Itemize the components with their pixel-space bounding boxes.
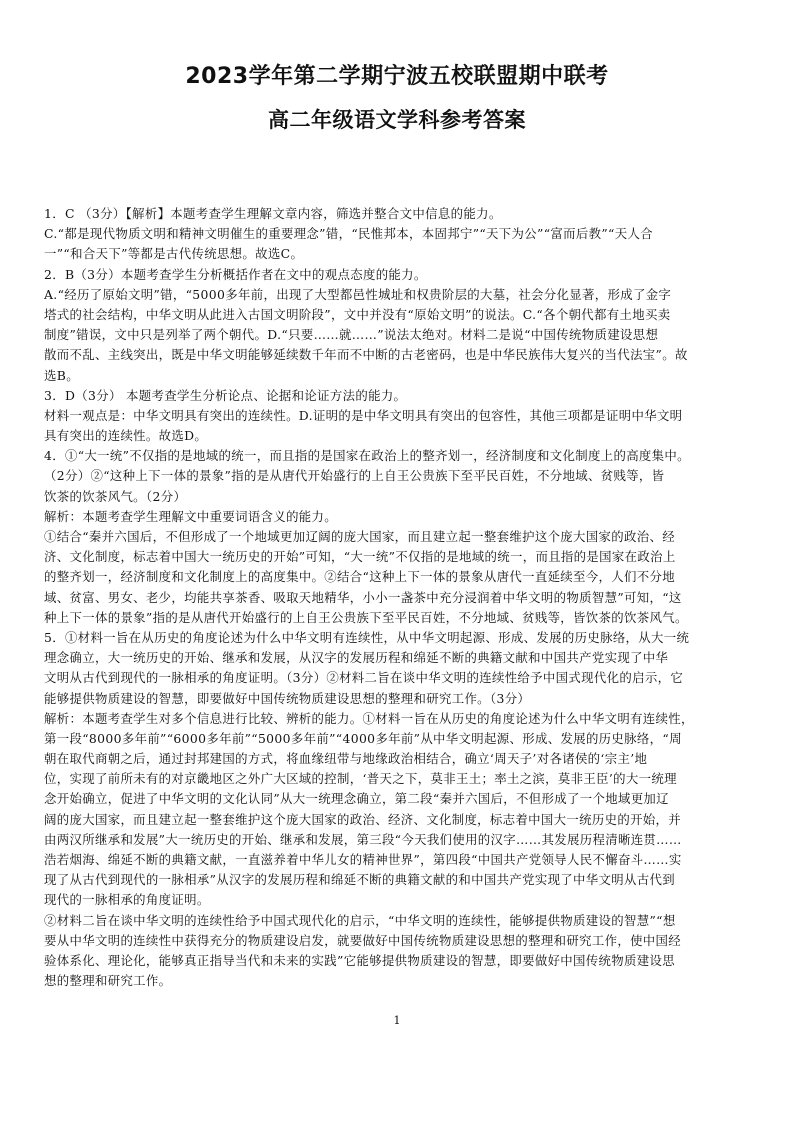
answer-text-line: C.“都是现代物质文明和精神文明催生的重要理念”错，“民惟邦本，本固邦宁”“天下为公”“富而后教”“天人合 — [44, 226, 653, 242]
answer-text-line: ②材料二旨在谈中华文明的连续性给予中国式现代化的启示，“中华文明的连续性，能够提供物质建设的智慧”“想 — [44, 912, 676, 928]
answer-text-line: 塔式的社会结构，中华文明从此进入古国文明阶段”，文中并没有“原始文明”的说法。C.“各个朝代都有土地买卖 — [44, 306, 671, 322]
answer-text-line: 位，实现了前所未有的对京畿地区之外广大区域的控制，‘普天之下，莫非王土；率土之滨，莫非王臣’的大一统理 — [44, 771, 677, 787]
answer-text-line: 阔的庞大国家，而且建立起一整套维护这个庞大国家的政治、经济、文化制度，标志着中国大一统历史的开始，并 — [44, 811, 682, 827]
answer-text-line: （2分）②“这种上下一体的景象”指的是从唐代开始盛行的上自王公贵族下至平民百姓，不分地域、贫贱等，皆 — [44, 468, 665, 484]
answer-text-line: 具有突出的连续性。故选D。 — [44, 428, 208, 444]
answer-text-line: 念开始确立，促进了中华文明的文化认同”从大一统理念确立，第二段“秦并六国后，不但形成了一个地域更加辽 — [44, 791, 669, 807]
answer-text-line: ①结合“秦并六国后，不但形成了一个地域更加辽阔的庞大国家，而且建立起一整套维护这个庞大国家的政治、经 — [44, 529, 675, 544]
answer-text-line: 3．D（3分） 本题考查学生分析论点、论据和论证方法的能力。 — [44, 387, 407, 403]
answer-text-line: 能够提供物质建设的智慧，即要做好中国传统物质建设思想的整理和研究工作。（3分） — [44, 690, 531, 706]
answer-text-line: 饮茶的饮茶风气。（2分） — [44, 488, 187, 504]
answer-text-line: 4．①“大一统”不仅指的是地域的统一，而且指的是国家在政治上的整齐划一，经济制度和文化制度上的高度集中。 — [44, 448, 690, 464]
answer-text-line: 文明从古代到现代的一脉相承的角度证明。（3分）②材料二旨在谈中华文明的连续性给予中国式现代化的启示，它 — [44, 670, 684, 686]
page-number: 1 — [393, 1014, 401, 1027]
answer-text-line: 制度”错误，文中只是列举了两个朝代。D.“只要……就……”说法太绝对。材料二是说“中国传统物质建设思想 — [44, 327, 659, 343]
answer-text-line: 验体系化、理论化，能够真正指导当代和未来的实践”它能够提供物质建设的智慧，即要做好中国传统物质建设思 — [44, 952, 675, 968]
answer-text-line: 5．①材料一旨在从历史的角度论述为什么中华文明有连续性，从中华文明起源、形成、发展的历史脉络，从大一统 — [44, 629, 690, 645]
answer-body — [44, 204, 750, 991]
answer-text-line: 要从中华文明的连续性中获得充分的物质建设启发，就要做好中国传统物质建设思想的整理和研究工作，使中国经 — [44, 932, 682, 948]
document-title: 2023学年第二学期宁波五校联盟期中联考 — [185, 64, 609, 89]
answer-text-line: 2．B（3分）本题考查学生分析概括作者在文中的观点态度的能力。 — [44, 266, 427, 282]
answer-text-line: 济、文化制度，标志着中国大一统历史的开始”可知，“大一统”不仅指的是地域的统一，而且指的是国家在政治上 — [44, 549, 676, 565]
answer-text-line: 理念确立，大一统历史的开始、继承和发展，从汉字的发展历程和绵延不断的典籍文献和中国共产党实现了中华 — [44, 650, 669, 666]
answer-text-line: 材料一观点是：中华文明具有突出的连续性。D.证明的是中华文明具有突出的包容性，其他三项都是证明中华文明 — [44, 407, 683, 423]
answer-text-line: 解析：本题考查学生对多个信息进行比较、辨析的能力。①材料一旨在从历史的角度论述为什么中华文明有连续性， — [44, 710, 694, 726]
answer-text-line: 现代的一脉相承的角度证明。 — [44, 892, 210, 908]
document-subtitle: 高二年级语文学科参考答案 — [268, 108, 526, 132]
answer-text-line: 解析：本题考查学生理解文中重要词语含义的能力。 — [44, 508, 338, 524]
answer-text-line: 散而不乱、主线突出，既是中华文明能够延续数千年而不中断的古老密码，也是中华民族伟大复兴的当代法宝”。故 — [44, 347, 688, 363]
answer-text-line: 现了从古代到现代的一脉相承”从汉字的发展历程和绵延不断的典籍文献的和中国共产党实现了中华文明从古代到 — [44, 872, 675, 888]
answer-text-line: 一”“和合天下”等都是古代传统思想。故选C。 — [44, 246, 304, 262]
answer-text-line: 浩若烟海、绵延不断的典籍文献，一直滋养着中华儿女的精神世界”，第四段“中国共产党领导人民不懈奋斗……实 — [44, 852, 682, 867]
answer-text-line: 想的整理和研究工作。 — [44, 973, 172, 989]
answer-text-line: 由两汉所继承和发展”大一统历史的开始、继承和发展，第三段“今天我们使用的汉字……其发展历程清晰连贯…… — [44, 831, 682, 847]
answer-text-line: 1．C （3分）【解析】本题考查学生理解文章内容，筛选并整合文中信息的能力。 — [44, 206, 502, 221]
answer-text-line: 朝在取代商朝之后，通过封邦建国的方式，将血缘纽带与地缘政治相结合，确立‘周天子’对各诸侯的‘宗主’地 — [44, 751, 648, 767]
answer-text-line: 种上下一体的景象”指的是从唐代开始盛行的上自王公贵族下至平民百姓，不分地域、贫贱等，皆饮茶的饮茶风气。 — [44, 609, 688, 625]
answer-text-line: A.“经历了原始文明”错，“5000多年前，出现了大型都邑性城址和权贵阶层的大墓，社会分化显著，形成了金字 — [44, 286, 672, 302]
answer-text-line: 域、贫富、男女、老少，均能共享茶香、吸取天地精华，小小一盏茶中充分浸润着中华文明的物质智慧”可知，“这 — [44, 589, 682, 605]
answer-text-line: 第一段“8000多年前”“6000多年前”“5000多年前”“4000多年前”从中华文明起源、形成、发展的历史脉络，“周 — [44, 730, 682, 746]
answer-text-line: 的整齐划一，经济制度和文化制度上的高度集中。②结合“这种上下一体的景象从唐代一直延续至今，人们不分地 — [44, 569, 675, 585]
answer-text-line: 选B。 — [44, 367, 79, 383]
